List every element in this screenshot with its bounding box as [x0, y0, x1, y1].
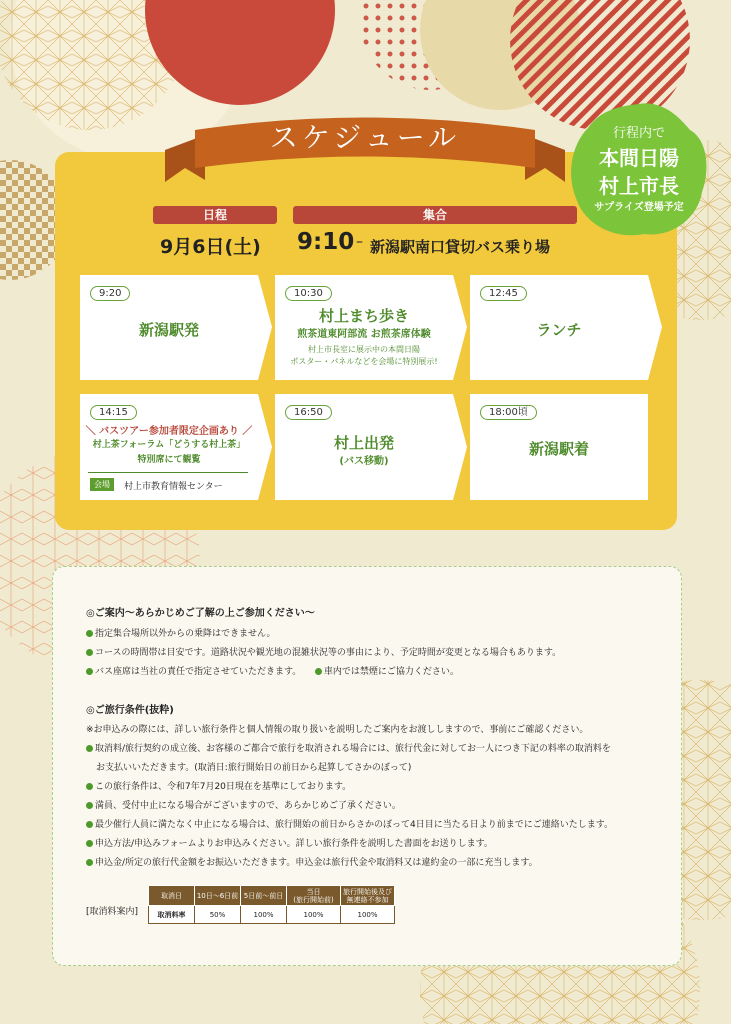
bullet-icon	[86, 802, 93, 809]
bullet-icon	[86, 630, 93, 637]
card-banner: ＼ バスツアー参加者限定企画あり ／	[85, 426, 253, 437]
table-header: 取消日	[149, 886, 195, 906]
venue-label: 会場	[90, 478, 114, 491]
bullet-icon	[86, 859, 93, 866]
guide-item	[86, 645, 561, 658]
date-label: 日程	[153, 206, 277, 224]
table-cell: 100%	[287, 906, 341, 924]
bullet-icon	[86, 649, 93, 656]
terms-heading: ◎ご旅行条件(抜粋)	[86, 705, 174, 716]
card-time: 16:50	[285, 405, 332, 420]
bullet-icon	[86, 745, 93, 752]
cancel-label: [取消料案内]	[86, 907, 139, 917]
table-header-row	[149, 886, 395, 906]
table-header: 5日前〜前日	[241, 886, 287, 906]
table-cell: 100%	[241, 906, 287, 924]
card-divider	[88, 472, 248, 473]
bullet-icon	[86, 840, 93, 847]
table-header-line: (旅行開始前)	[293, 895, 334, 904]
card-time: 12:45	[480, 286, 527, 301]
card-time: 9:20	[90, 286, 130, 301]
tour-date: 9月6日(土)	[160, 236, 261, 258]
schedule-card-4	[80, 394, 272, 500]
terms-intro: ※お申込みの際には、詳しい旅行条件と個人情報の取り扱いを説明したご案内をお渡ししますので、事前にご確認ください。	[86, 725, 589, 735]
card-banner-text: バスツアー参加者限定企画あり	[99, 426, 239, 437]
schedule-card-3	[470, 275, 662, 380]
guide-item-text: コースの時間帯は目安です。道路状況や観光地の混雑状況等の事由により、予定時間が変更となる場合もあります。	[95, 648, 562, 658]
venue-name: 村上市教育情報センター	[124, 482, 223, 492]
card-sub: (バス移動)	[339, 456, 389, 467]
terms-item	[86, 779, 351, 792]
card-sub: 煎茶道東阿部流 お煎茶席体験	[297, 329, 431, 340]
terms-item	[86, 836, 493, 849]
terms-item-text: この旅行条件は、令和7年7月20日現在を基準にしております。	[95, 782, 352, 792]
cancel-fee-table	[148, 885, 395, 924]
guide-item	[86, 626, 276, 639]
card-title: 村上まち歩き	[318, 307, 409, 325]
schedule-card-5	[275, 394, 467, 500]
card-time: 14:15	[90, 405, 137, 420]
guide-item-text: 車内では禁煙にご協力ください。	[323, 667, 459, 677]
page-title: スケジュール	[269, 121, 461, 154]
meet-label: 集合	[293, 206, 577, 224]
table-cell: 50%	[195, 906, 241, 924]
card-sub: 特別席にて観覧	[137, 455, 201, 465]
card-title: 新潟駅発	[138, 321, 199, 339]
schedule-card-6	[470, 394, 650, 500]
bullet-icon	[315, 668, 322, 675]
terms-item-text: 申込方法/申込みフォームよりお申込みください。詳しい旅行条件を説明した書面をお送りします。	[95, 839, 493, 849]
surprise-guest-bubble	[568, 100, 710, 240]
terms-item	[86, 817, 613, 830]
bullet-icon	[86, 821, 93, 828]
terms-item-text: 満員、受付中止になる場合がございますので、あらかじめご了承ください。	[95, 801, 401, 811]
table-header-line: 当日	[306, 887, 321, 896]
table-header-line: 旅行開始後及び	[343, 887, 392, 896]
terms-item	[86, 798, 401, 811]
terms-item-text: 最少催行人員に満たなく中止になる場合は、旅行開始の前日からさかのぼって4日目に当たる日より前までにご連絡いたします。	[95, 820, 614, 830]
meet-place: 新潟駅南口貸切バス乗り場	[370, 238, 551, 256]
card-time: 18:00頃	[480, 405, 537, 420]
card-title: 村上出発	[333, 434, 394, 452]
terms-item-text: 申込金/所定の旅行代金額をお振込いただきます。申込金は旅行代金や取消料又は違約金の一部に充当します。	[95, 858, 538, 868]
guide-item-text: バス座席は当社の責任で指定させていただきます。	[95, 667, 297, 677]
card-note-2: ポスター・パネルなどを会場に特別展示!	[290, 357, 438, 366]
bullet-icon	[86, 783, 93, 790]
bubble-line4: サプライズ登場予定	[594, 202, 684, 213]
card-note-1: 村上市長室に展示中の本間日陽	[308, 345, 420, 354]
title-ribbon	[165, 110, 565, 190]
terms-item-cont: お支払いいただきます。(取消日:旅行開始日の前日から起算してさかのぼって)	[96, 763, 412, 773]
guide-heading: ◎ご案内〜あらかじめご了解の上ご参加ください〜	[86, 608, 315, 619]
bullet-icon	[86, 668, 93, 675]
meet-dash: –	[356, 234, 363, 250]
terms-item	[86, 855, 538, 868]
guide-item-text: 指定集合場所以外からの乗降はできません。	[95, 629, 276, 639]
schedule-card-1	[80, 275, 272, 380]
table-header	[287, 886, 341, 906]
bubble-line1: 行程内で	[612, 126, 665, 141]
table-header-line: 無連絡不参加	[346, 895, 389, 904]
card-title: 村上茶フォーラム「どうする村上茶」	[92, 440, 246, 450]
guide-item	[86, 664, 459, 677]
schedule-card-2	[275, 275, 467, 380]
card-time: 10:30	[285, 286, 332, 301]
terms-item-text: 取消料/旅行契約の成立後、お客様のご都合で旅行を取消される場合には、旅行代金に対してお一人につき下記の料率の取消料を	[95, 744, 611, 754]
bubble-line2: 本間日陽	[599, 146, 679, 170]
table-cell: 100%	[341, 906, 395, 924]
card-title: 新潟駅着	[528, 440, 589, 458]
table-header: 10日〜6日前	[195, 886, 241, 906]
table-header	[341, 886, 395, 906]
bubble-line3: 村上市長	[599, 174, 679, 198]
table-row-label: 取消料率	[149, 906, 195, 924]
meet-time: 9:10	[297, 229, 355, 255]
table-row	[149, 906, 395, 924]
card-title: ランチ	[536, 321, 582, 339]
terms-item	[86, 741, 611, 754]
